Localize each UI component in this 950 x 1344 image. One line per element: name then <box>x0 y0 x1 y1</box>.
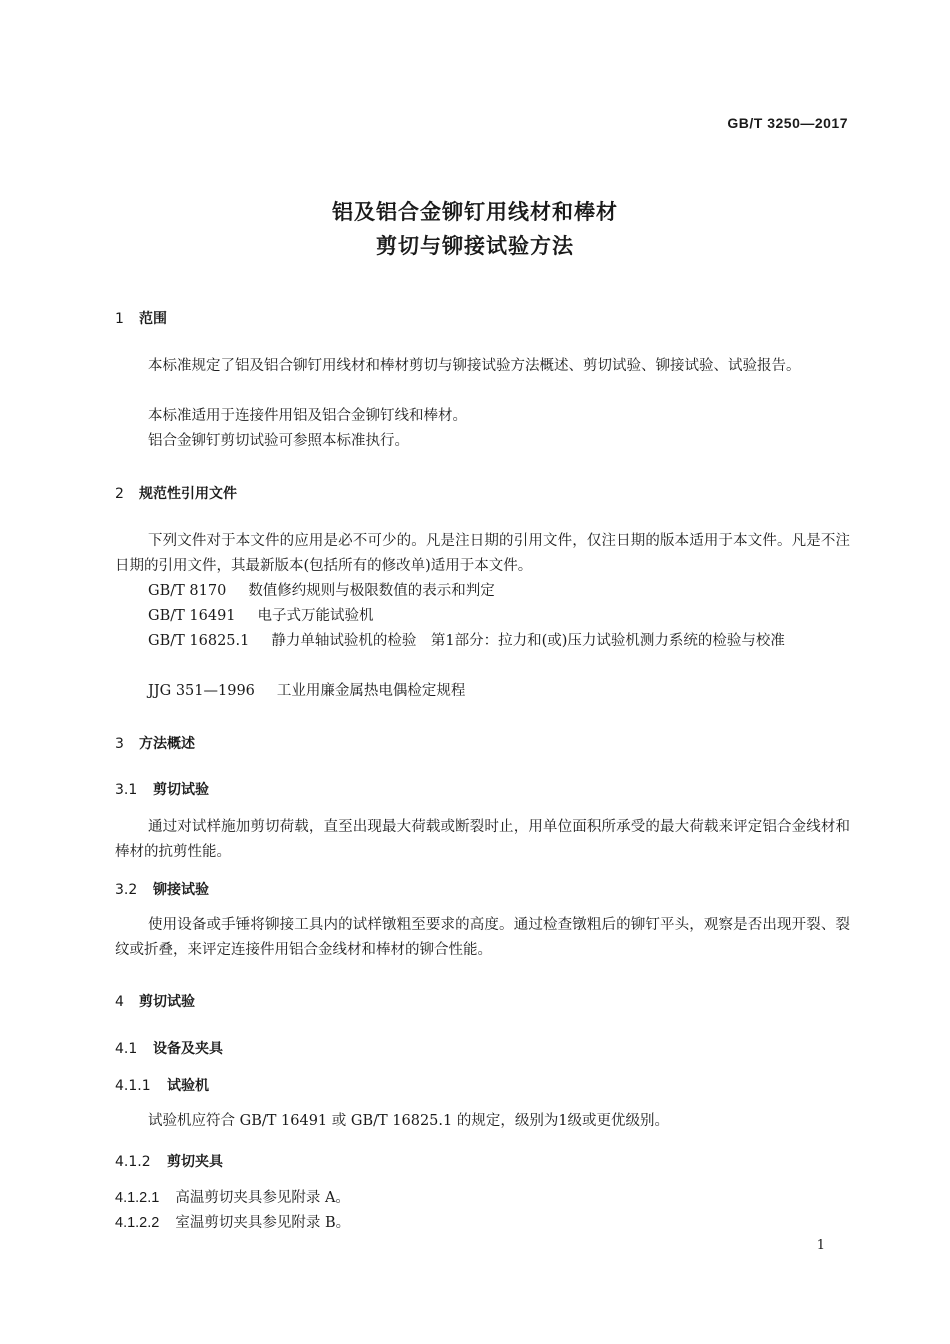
reference-code: GB/T 16491 <box>148 608 236 624</box>
subsection-3-1-heading <box>115 779 209 799</box>
section-number: 2 <box>115 486 124 502</box>
subsection-title: 试验机 <box>167 1078 209 1094</box>
subsection-3-2-heading <box>115 879 209 899</box>
page-number: 1 <box>816 1238 825 1253</box>
subsection-number: 3.2 <box>115 882 138 898</box>
section-4-heading <box>115 991 195 1011</box>
section-title: 规范性引用文件 <box>139 486 237 502</box>
paragraph: 使用设备或手锤将铆接工具内的试样镦粗至要求的高度。通过检查镦粗后的铆钉平头，观察是否出现开裂、裂纹或折叠，来评定连接件用铝合金线材和棒材的铆合性能。 <box>115 917 850 958</box>
clause <box>115 1186 350 1207</box>
standard-code: GB/T 3250—2017 <box>727 115 848 131</box>
subsection-4-1-1-heading <box>115 1075 209 1095</box>
subsection-number: 3.1 <box>115 782 138 798</box>
document-title-line-2: 剪切与铆接试验方法 <box>376 234 574 258</box>
section-number: 3 <box>115 736 124 752</box>
subsection-number: 4.1.2 <box>115 1154 151 1170</box>
clause-number: 4.1.2.2 <box>115 1215 160 1231</box>
reference-title: 静力单轴试验机的检验 第1部分：拉力和(或)压力试验机测力系统的检验与校准 <box>271 633 785 649</box>
reference-title: 工业用廉金属热电偶检定规程 <box>276 683 466 699</box>
paragraph: 通过对试样施加剪切荷载，直至出现最大荷载或断裂时止，用单位面积所承受的最大荷载来评定铝合金线材和棒材的抗剪性能。 <box>115 819 850 860</box>
clause-number: 4.1.2.1 <box>115 1190 160 1206</box>
normative-reference <box>148 579 495 604</box>
section-number: 4 <box>115 994 124 1010</box>
reference-code: GB/T 8170 <box>148 583 227 599</box>
subsection-4-1-2-heading <box>115 1151 223 1171</box>
paragraph: 铝合金铆钉剪切试验可参照本标准执行。 <box>148 433 409 449</box>
section-title: 剪切试验 <box>139 994 195 1010</box>
section-3-heading <box>115 733 195 753</box>
subsection-4-1-heading <box>115 1038 223 1058</box>
clause-text: 高温剪切夹具参见附录 A。 <box>175 1190 350 1206</box>
normative-reference <box>115 629 850 654</box>
document-title-line-1: 铝及铝合金铆钉用线材和棒材 <box>332 200 618 224</box>
paragraph: 本标准适用于连接件用铝及铝合金铆钉线和棒材。 <box>148 408 467 424</box>
normative-reference <box>148 604 374 629</box>
reference-title: 电子式万能试验机 <box>257 608 374 624</box>
subsection-number: 4.1 <box>115 1041 138 1057</box>
reference-code: GB/T 16825.1 <box>148 633 250 649</box>
section-title: 范围 <box>139 311 167 327</box>
subsection-title: 设备及夹具 <box>153 1041 223 1057</box>
section-title: 方法概述 <box>139 736 195 752</box>
subsection-title: 剪切夹具 <box>167 1154 223 1170</box>
clause-text: 室温剪切夹具参见附录 B。 <box>175 1215 351 1231</box>
section-number: 1 <box>115 311 124 327</box>
section-1-heading <box>115 308 167 328</box>
paragraph: 试验机应符合 GB/T 16491 或 GB/T 16825.1 的规定，级别为1级或更优级别。 <box>148 1113 670 1129</box>
reference-code: JJG 351—1996 <box>148 683 255 699</box>
clause <box>115 1211 350 1232</box>
paragraph: 本标准规定了铝及铝合铆钉用线材和棒材剪切与铆接试验方法概述、剪切试验、铆接试验、试验报告。 <box>148 358 801 374</box>
subsection-number: 4.1.1 <box>115 1078 151 1094</box>
reference-title: 数值修约规则与极限数值的表示和判定 <box>248 583 495 599</box>
subsection-title: 剪切试验 <box>153 782 209 798</box>
normative-reference <box>148 679 465 704</box>
section-2-heading <box>115 483 237 503</box>
subsection-title: 铆接试验 <box>153 882 209 898</box>
paragraph: 下列文件对于本文件的应用是必不可少的。凡是注日期的引用文件，仅注日期的版本适用于本文件。凡是不注日期的引用文件，其最新版本(包括所有的修改单)适用于本文件。 <box>115 533 850 574</box>
